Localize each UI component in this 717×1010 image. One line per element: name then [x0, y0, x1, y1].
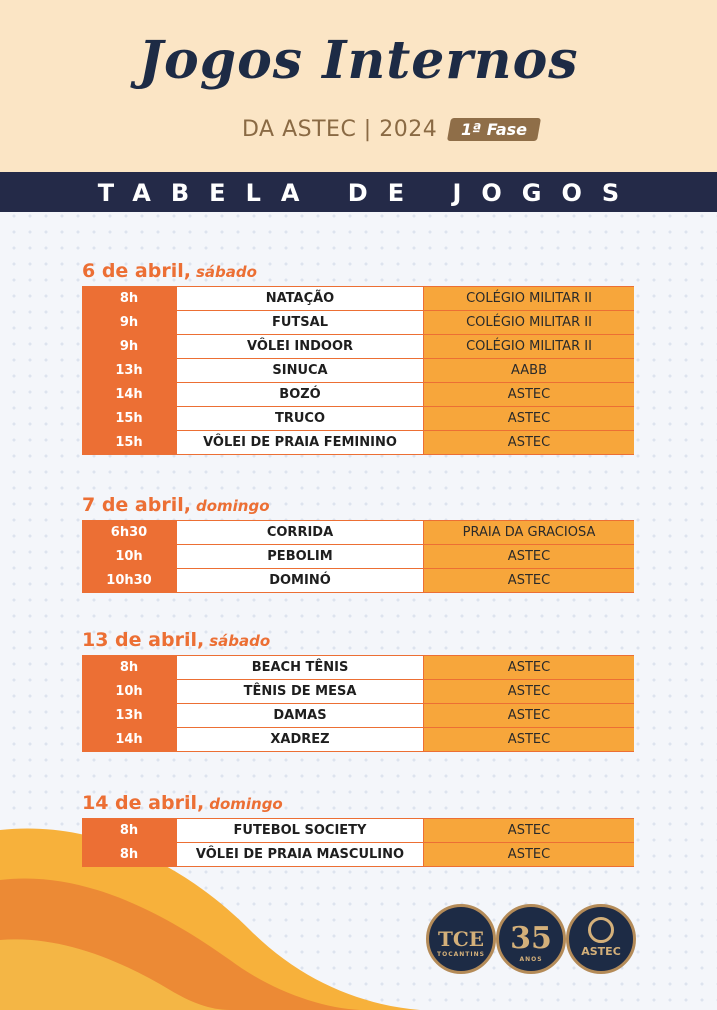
game-venue: ASTEC	[424, 407, 634, 430]
game-time: 6h30	[82, 521, 176, 544]
day-section	[82, 492, 634, 593]
game-sport: DAMAS	[176, 704, 424, 727]
day-heading	[82, 790, 634, 816]
day-weekday: domingo	[209, 795, 283, 813]
game-sport: BEACH TÊNIS	[176, 656, 424, 679]
game-venue: ASTEC	[424, 819, 634, 842]
game-time: 14h	[82, 728, 176, 751]
day-heading	[82, 258, 634, 284]
game-sport: VÔLEI INDOOR	[176, 335, 424, 358]
game-time: 9h	[82, 311, 176, 334]
tce-logo-name: TCE	[437, 927, 485, 951]
game-venue: ASTEC	[424, 431, 634, 454]
game-venue: ASTEC	[424, 656, 634, 679]
banner-title: TABELA DE JOGOS	[97, 179, 640, 207]
game-venue: ASTEC	[424, 383, 634, 406]
day-date: 13 de abril,	[82, 629, 205, 651]
day-weekday: domingo	[195, 497, 270, 515]
schedule-table	[82, 655, 634, 752]
game-time: 10h	[82, 680, 176, 703]
table-row	[82, 431, 634, 455]
tce-logo	[426, 904, 496, 974]
game-sport: DOMINÓ	[176, 569, 424, 592]
phase-label: 1ª Fase	[461, 119, 528, 139]
table-row	[82, 383, 634, 407]
game-venue: COLÉGIO MILITAR II	[424, 311, 634, 334]
game-venue: COLÉGIO MILITAR II	[424, 335, 634, 358]
game-venue: COLÉGIO MILITAR II	[424, 287, 634, 310]
game-venue: ASTEC	[424, 728, 634, 751]
game-sport: VÔLEI DE PRAIA FEMININO	[176, 431, 424, 454]
table-row	[82, 569, 634, 593]
game-venue: AABB	[424, 359, 634, 382]
event-subtitle: DA ASTEC | 2024	[242, 116, 438, 142]
table-row	[82, 311, 634, 335]
game-venue: ASTEC	[424, 843, 634, 866]
table-row	[82, 704, 634, 728]
table-row	[82, 728, 634, 752]
day-date: 6 de abril,	[82, 260, 191, 282]
event-title: Jogos Internos	[138, 30, 579, 91]
astec-logo-name: ASTEC	[581, 945, 621, 958]
game-sport: SINUCA	[176, 359, 424, 382]
section-banner	[0, 172, 717, 212]
table-row	[82, 287, 634, 311]
game-sport: BOZÓ	[176, 383, 424, 406]
table-row	[82, 656, 634, 680]
game-venue: ASTEC	[424, 569, 634, 592]
game-sport: NATAÇÃO	[176, 287, 424, 310]
astec-emblem-icon	[588, 917, 614, 943]
astec-logo	[566, 904, 636, 974]
game-venue: ASTEC	[424, 545, 634, 568]
anniversary-logo-number: 35	[510, 921, 552, 956]
day-date: 14 de abril,	[82, 792, 205, 814]
game-time: 8h	[82, 656, 176, 679]
day-section	[82, 790, 634, 867]
table-row	[82, 545, 634, 569]
game-sport: FUTSAL	[176, 311, 424, 334]
anniversary-logo-sub: ANOS	[519, 956, 543, 963]
game-time: 10h	[82, 545, 176, 568]
day-date: 7 de abril,	[82, 494, 191, 516]
anniversary-logo	[496, 904, 566, 974]
game-time: 8h	[82, 843, 176, 866]
table-row	[82, 521, 634, 545]
game-time: 14h	[82, 383, 176, 406]
schedule-table	[82, 818, 634, 867]
game-time: 9h	[82, 335, 176, 358]
table-row	[82, 359, 634, 383]
header	[0, 0, 717, 172]
game-time: 13h	[82, 704, 176, 727]
game-time: 8h	[82, 819, 176, 842]
game-venue: ASTEC	[424, 680, 634, 703]
game-time: 15h	[82, 407, 176, 430]
tce-logo-sub: TOCANTINS	[437, 951, 485, 958]
day-weekday: sábado	[195, 263, 257, 281]
day-section	[82, 627, 634, 752]
game-time: 8h	[82, 287, 176, 310]
sponsor-logos	[426, 904, 638, 980]
day-heading	[82, 492, 634, 518]
day-weekday: sábado	[209, 632, 271, 650]
day-section	[82, 258, 634, 455]
game-time: 10h30	[82, 569, 176, 592]
schedule-table	[82, 520, 634, 593]
table-row	[82, 680, 634, 704]
game-venue: ASTEC	[424, 704, 634, 727]
day-heading	[82, 627, 634, 653]
phase-badge	[447, 118, 541, 141]
table-row	[82, 407, 634, 431]
game-sport: TÊNIS DE MESA	[176, 680, 424, 703]
game-sport: FUTEBOL SOCIETY	[176, 819, 424, 842]
game-venue: PRAIA DA GRACIOSA	[424, 521, 634, 544]
game-sport: TRUCO	[176, 407, 424, 430]
game-sport: VÔLEI DE PRAIA MASCULINO	[176, 843, 424, 866]
table-row	[82, 819, 634, 843]
game-sport: PEBOLIM	[176, 545, 424, 568]
subtitle-row	[242, 114, 539, 144]
game-time: 13h	[82, 359, 176, 382]
table-row	[82, 843, 634, 867]
game-time: 15h	[82, 431, 176, 454]
schedule-table	[82, 286, 634, 455]
table-row	[82, 335, 634, 359]
game-sport: XADREZ	[176, 728, 424, 751]
game-sport: CORRIDA	[176, 521, 424, 544]
